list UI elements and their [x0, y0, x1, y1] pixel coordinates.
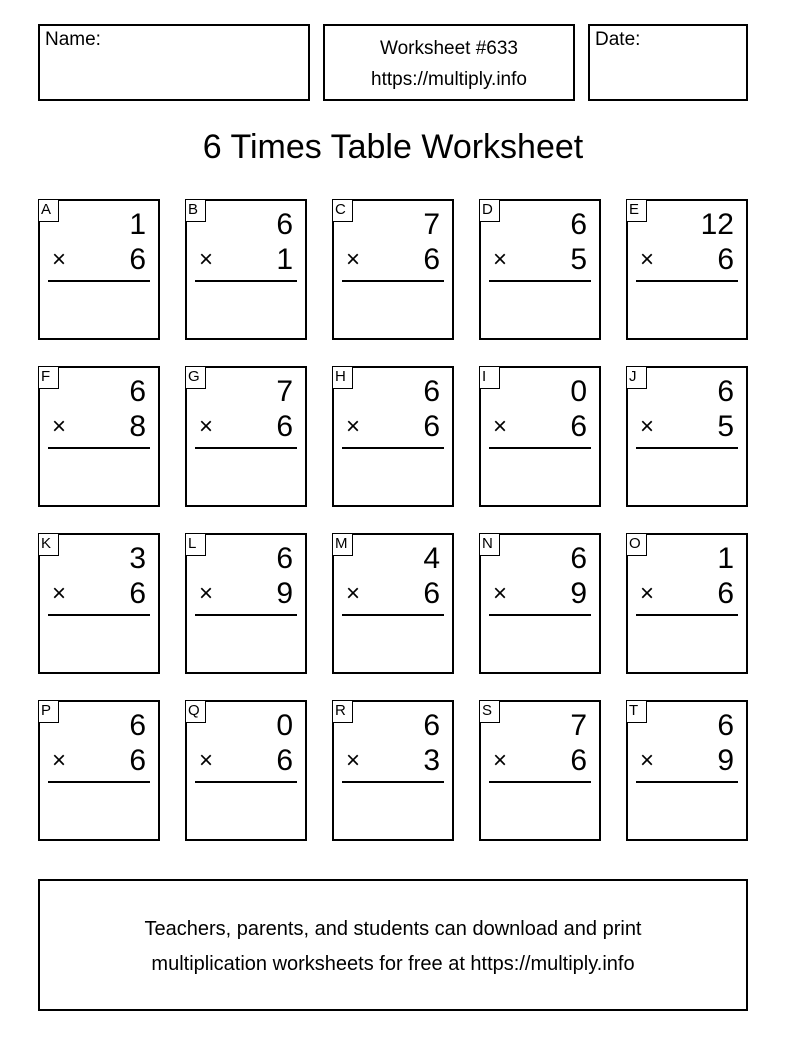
footer-box — [38, 879, 748, 1011]
footer-line-1: Teachers, parents, and students can download and print — [144, 918, 642, 940]
worksheet-info-box — [323, 24, 575, 101]
problem-label: G — [185, 366, 206, 389]
multiplier: 6 — [129, 577, 146, 610]
problem-label: H — [332, 366, 353, 389]
problem-label: J — [626, 366, 647, 389]
problem-card[interactable] — [38, 700, 160, 841]
answer-line — [48, 447, 150, 449]
answer-line — [636, 614, 738, 616]
problem-card[interactable] — [185, 700, 307, 841]
multiplier: 6 — [423, 243, 440, 276]
multiplicand: 12 — [700, 208, 734, 241]
multiplicand: 6 — [423, 709, 440, 742]
problem-label: T — [626, 700, 647, 723]
problem-label: O — [626, 533, 647, 556]
problem-card[interactable] — [626, 366, 748, 507]
multiplier: 6 — [423, 577, 440, 610]
multiplier: 5 — [570, 243, 587, 276]
problem-label: P — [38, 700, 59, 723]
multiplier: 8 — [129, 410, 146, 443]
problem-card[interactable] — [479, 199, 601, 340]
multiplicand: 0 — [276, 709, 293, 742]
problem-card[interactable] — [185, 533, 307, 674]
times-sign: × — [199, 580, 214, 607]
multiplier: 6 — [717, 243, 734, 276]
problem-card[interactable] — [626, 533, 748, 674]
answer-line — [342, 280, 444, 282]
answer-line — [489, 614, 591, 616]
problem-card[interactable] — [479, 533, 601, 674]
name-label: Name: — [45, 29, 101, 50]
answer-line — [195, 280, 297, 282]
answer-line — [489, 447, 591, 449]
multiplicand: 6 — [717, 375, 734, 408]
times-sign: × — [52, 246, 67, 273]
times-sign: × — [199, 246, 214, 273]
multiplicand: 6 — [570, 542, 587, 575]
worksheet-number: Worksheet #633 — [379, 38, 518, 59]
problem-label: F — [38, 366, 59, 389]
answer-line — [48, 280, 150, 282]
multiplier: 6 — [570, 410, 587, 443]
multiplicand: 6 — [129, 375, 146, 408]
problem-card[interactable] — [626, 199, 748, 340]
multiplier: 9 — [717, 744, 734, 777]
website-url: https://multiply.info — [371, 69, 527, 90]
problem-card[interactable] — [38, 199, 160, 340]
times-sign: × — [346, 413, 361, 440]
answer-line — [342, 614, 444, 616]
problem-label: B — [185, 199, 206, 222]
multiplicand: 3 — [129, 542, 146, 575]
problem-label: K — [38, 533, 59, 556]
multiplicand: 6 — [717, 709, 734, 742]
multiplicand: 6 — [129, 709, 146, 742]
problem-card[interactable] — [185, 199, 307, 340]
problem-card[interactable] — [479, 366, 601, 507]
problem-card[interactable] — [332, 700, 454, 841]
problem-label: I — [479, 366, 500, 389]
multiplier: 6 — [570, 744, 587, 777]
multiplier: 6 — [423, 410, 440, 443]
answer-line — [195, 781, 297, 783]
problem-label: E — [626, 199, 647, 222]
times-sign: × — [493, 580, 508, 607]
answer-line — [195, 447, 297, 449]
times-sign: × — [640, 580, 655, 607]
multiplier: 9 — [276, 577, 293, 610]
multiplicand: 7 — [423, 208, 440, 241]
times-sign: × — [199, 413, 214, 440]
multiplicand: 1 — [129, 208, 146, 241]
problem-label: M — [332, 533, 353, 556]
multiplier: 3 — [423, 744, 440, 777]
problem-label: N — [479, 533, 500, 556]
problem-label: R — [332, 700, 353, 723]
answer-line — [636, 447, 738, 449]
multiplier: 6 — [717, 577, 734, 610]
footer-line-2: multiplication worksheets for free at https://multiply.info — [151, 953, 635, 975]
problem-card[interactable] — [332, 366, 454, 507]
multiplicand: 7 — [570, 709, 587, 742]
multiplier: 5 — [717, 410, 734, 443]
multiplier: 9 — [570, 577, 587, 610]
times-sign: × — [493, 413, 508, 440]
problem-card[interactable] — [332, 533, 454, 674]
multiplier: 6 — [129, 744, 146, 777]
multiplicand: 4 — [423, 542, 440, 575]
problem-card[interactable] — [38, 533, 160, 674]
answer-line — [489, 280, 591, 282]
name-field-box[interactable] — [38, 24, 310, 101]
multiplier: 6 — [276, 744, 293, 777]
multiplicand: 7 — [276, 375, 293, 408]
times-sign: × — [640, 246, 655, 273]
answer-line — [342, 447, 444, 449]
problem-label: S — [479, 700, 500, 723]
problem-card[interactable] — [38, 366, 160, 507]
answer-line — [48, 614, 150, 616]
multiplicand: 6 — [423, 375, 440, 408]
answer-line — [636, 781, 738, 783]
problem-card[interactable] — [185, 366, 307, 507]
page-title: 6 Times Table Worksheet — [202, 128, 584, 166]
times-sign: × — [346, 747, 361, 774]
problem-card[interactable] — [479, 700, 601, 841]
times-sign: × — [493, 246, 508, 273]
problem-label: L — [185, 533, 206, 556]
times-sign: × — [640, 413, 655, 440]
answer-line — [48, 781, 150, 783]
answer-line — [195, 614, 297, 616]
problem-card[interactable] — [626, 700, 748, 841]
answer-line — [489, 781, 591, 783]
times-sign: × — [346, 246, 361, 273]
answer-line — [342, 781, 444, 783]
multiplier: 1 — [276, 243, 293, 276]
multiplier: 6 — [129, 243, 146, 276]
times-sign: × — [52, 413, 67, 440]
times-sign: × — [493, 747, 508, 774]
problem-label: C — [332, 199, 353, 222]
times-sign: × — [52, 580, 67, 607]
problem-label: A — [38, 199, 59, 222]
multiplicand: 6 — [570, 208, 587, 241]
times-sign: × — [199, 747, 214, 774]
multiplicand: 0 — [570, 375, 587, 408]
times-sign: × — [640, 747, 655, 774]
answer-line — [636, 280, 738, 282]
problem-label: D — [479, 199, 500, 222]
multiplicand: 1 — [717, 542, 734, 575]
times-sign: × — [346, 580, 361, 607]
date-label: Date: — [595, 29, 641, 50]
multiplicand: 6 — [276, 208, 293, 241]
problem-card[interactable] — [332, 199, 454, 340]
problem-label: Q — [185, 700, 206, 723]
multiplier: 6 — [276, 410, 293, 443]
times-sign: × — [52, 747, 67, 774]
date-field-box[interactable] — [588, 24, 748, 101]
multiplicand: 6 — [276, 542, 293, 575]
